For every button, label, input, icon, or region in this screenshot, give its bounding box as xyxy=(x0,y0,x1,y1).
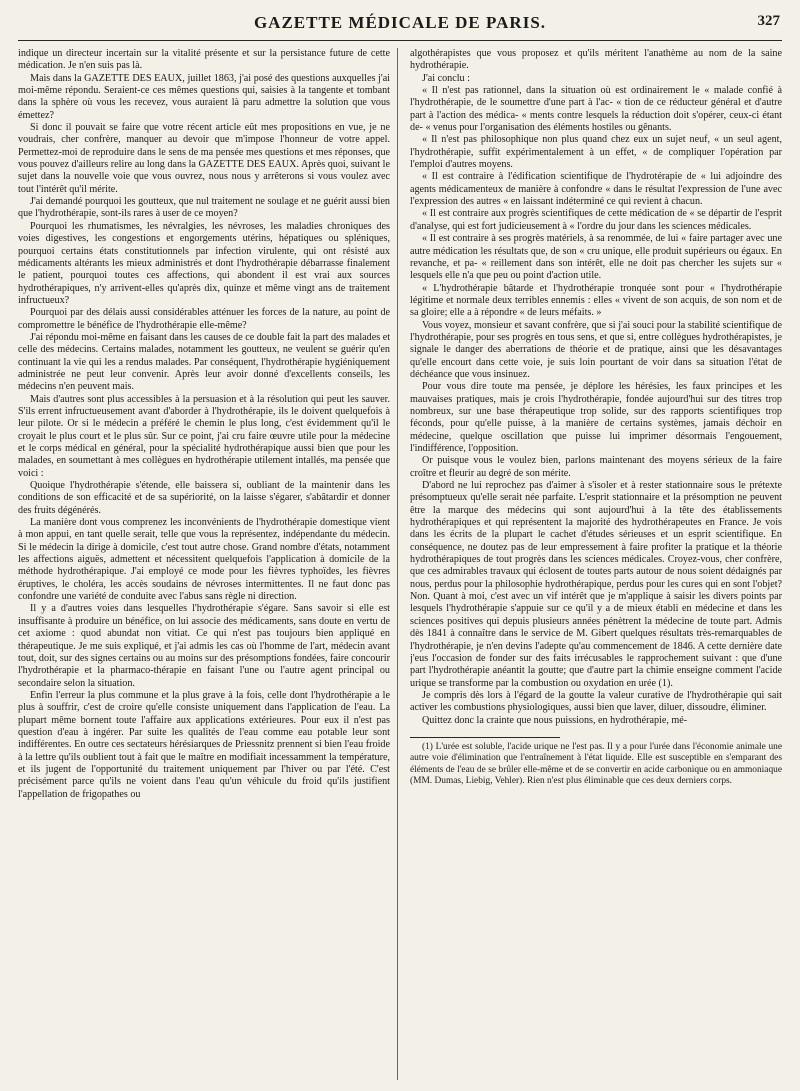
paragraph: Or puisque vous le voulez bien, parlons maintenant des moyens sérieux de la faire croître et fleurir au degré de son mérite. xyxy=(410,455,782,479)
paragraph: J'ai demandé pourquoi les goutteux, que nul traitement ne soulage et ne guérit aussi bien que l'hydrothérapie, sont-ils rares à user de ce moyen? xyxy=(18,196,390,220)
paragraph: Pour vous dire toute ma pensée, je déplore les hérésies, les faux principes et les mauvaises pratiques, mais je crois l'hydrothérapie, fondée aujourd'hui sur des titres trop nombreux, sur une base thérapeutique trop solide, sur des rapports scientifiques trop féconds, pour qu'elle puisse, à la manière de certains systèmes, jamais déchoir en médecine, quelque oscillation que puisse lui imprimer désormais l'engouement, l'indifférence, l'opposition. xyxy=(410,381,782,454)
paragraph: Quoique l'hydrothérapie s'étende, elle baissera si, oubliant de la maintenir dans les conditions de son efficacité et de sa supériorité, on la laisse s'égarer, s'abâtardir et donner des fruits dégénérés. xyxy=(18,480,390,516)
quoted-paragraph: « Il n'est pas rationnel, dans la situation où est ordinairement le « malade confié à l'hydrothérapie, de le soumettre d'une part à l'ac- « tion de ce réducteur général et d'autre part à l'action des médica- « ments contre lesquels la réduction doit s'opérer, ceux-ci étant de- « venus pour l'organisation des éléments hostiles ou gênants. xyxy=(410,85,782,134)
paragraph: Enfin l'erreur la plus commune et la plus grave à la fois, celle dont l'hydrothérapie a le plus à souffrir, c'est de croire qu'elle consiste uniquement dans l'application de l'eau. La plupart même bornent toute l'affaire aux applications extérieures. Pour eux il n'est pas question d'eau à ingérer. Par suite les qualités de l'eau comme eau potable leur sont indifférentes. En outre ces sectateurs hérésiarques de Priessnitz prennent si bien l'eau froide à la lettre qu'ils oublient tout à fait que le maître en modifiait incessamment la température, et ils jugent de l'opportunité du traitement uniquement par l'hiver ou par l'été. C'est précisément parce qu'ils ne voient dans l'eau qu'un véhicule du froid qu'ils justifient l'appellation de frigopathes ou xyxy=(18,689,390,800)
paragraph: Pourquoi par des délais aussi considérables atténuer les forces de la nature, au point de compromettre le bénéfice de l'hydrothérapie elle-même? xyxy=(18,307,390,331)
paragraph: Mais d'autres sont plus accessibles à la persuasion et à la résolution qui peut les sauver. S'ils errent infructueusement avant d'aborder à l'hydrothérapie, ils le doivent quelquefois à leur pilote. Or si le médecin a préféré le chemin le plus long, c'est évidemment qu'il le croyait le plus court et le plus sûr. Sur ce point, j'ai cru faire œuvre utile pour la médecine et le corps médical en général, pour la spécialité hydrothérapique aussi bien que pour les malades, en soumettant à mes collègues en hydrothérapie utilement intallés, ma pensée que voici : xyxy=(18,393,390,479)
paragraph: J'ai conclu : xyxy=(422,72,470,84)
left-column xyxy=(18,48,398,1080)
quoted-paragraph: « L'hydrothérapie bâtarde et l'hydrothérapie tronquée sont pour « l'hydrothérapie légitime et normale deux terribles ennemis : elles « vivent de son acquis, de son nom et de sa gloire; elle a à répondre « de leurs méfaits. » xyxy=(410,282,782,319)
paragraph: D'abord ne lui reprochez pas d'aimer à s'isoler et à rester stationnaire sous le prétexte présomptueux qu'elle serait née parfaite. L'esprit stationnaire et la présomption ne peuvent être la marque des médecins qui sont aujourd'hui à la tête des établissements hydrothérapiques et qui représentent la majorité des hydrothérapeutes en France. Je vois dans les écrits de la plupart le cachet d'études sérieuses et un esprit scientifique. En conséquence, ne doutez pas de leur empressement à faire profiter la pratique et la théorie hydrothérapiques de tout progrès dans les sciences médicales. Croyez-vous, cher confrère, que ces admirables travaux qui éclosent de toutes parts autour de nous soient dédaignés par nous, perdus pour la philosophie hydrothérapique, perdus pour les cures qui en sont l'objet? Non. Quant à moi, c'est avec un vif intérêt que je m'applique à saisir les divers points par lesquels l'hydrothérapie s'appuie sur ce qu'il y a de mieux établi en médecine et dans les sciences positives qui depuis plusieurs années pénètrent la médecine de toute part. Admis dès 1841 à connaître dans le service de M. Gibert quelques résultats très-remarquables de l'hydrothérapie, je n'en devins l'adepte qu'au commencement de 1846. A cette dernière date j'eus l'occasion de fonder sur des faits irrécusables le rapprochement suivant : que d'une part l'hydrothérapie anéantit la goutte; que d'autre part la chimie enseigne comment l'acide urique se transforme par la combustion ou oxydation en urée (1). xyxy=(410,480,782,689)
paragraph: Je compris dès lors à l'égard de la goutte la valeur curative de l'hydrothérapie qui sait activer les combustions physiologiques, aussi bien que laver, diluer, dissoudre, éliminer. xyxy=(410,689,782,714)
quoted-paragraph: « Il est contraire à l'édification scientifique de l'hydrotérapie de « lui adjoindre des agents médicamenteux de manière à confondre « dans le résultat l'expression de l'une avec l'expression des autres « en laissant indéterminé ce qui revient à chacun. xyxy=(410,171,782,208)
paragraph: Vous voyez, monsieur et savant confrère, que si j'ai souci pour la stabilité scientifique de l'hydrothérapie, pour ses progrès en tous sens, et que si, entre collègues hydrothérapistes, je signale le danger des aberrations de théorie et de pratique, ainsi que les désavantages qu'elle encourt dans cette voie, je suis loin pourtant de voir dans sa situation l'état de déchéance que vous insinuez. xyxy=(410,319,782,380)
right-column xyxy=(410,48,782,1080)
page-number: 327 xyxy=(757,13,780,29)
paragraph: Quittez donc la crainte que nous puissions, en hydrothérapie, mé- xyxy=(422,714,688,726)
paragraph: algothérapistes que vous proposez et qu'ils méritent l'anathème au nom de la saine hydrothérapie. xyxy=(410,48,782,72)
paragraph: Pourquoi les rhumatismes, les névralgies, les névroses, les maladies chroniques des voies digestives, les congestions et engorgements utérins, hépatiques ou spléniques, pourquoi certains états constitutionnels par infection virulente, qui ont résisté aux médicaments altérants les mieux administrés et dont l'hydrothérapie débarrasse finalement le patient, pourquoi toutes ces affections, qui abondent il est vrai aux sources hydrothérapiques, n'y arrivent-elles qu'après dix, quinze et même vingt ans de traitement infructueux? xyxy=(18,220,390,306)
paragraph: Il y a d'autres voies dans lesquelles l'hydrothérapie s'égare. Sans savoir si elle est insuffisante à produire un bénéfice, on lui associe des médicaments, sans doute en vertu de cet axiome : quod abundat non vitiat. Ce qui n'est pas toujours bien appliqué en thérapeutique. Je me suis expliqué, et j'ai admis les cas où l'homme de l'art, médecin avant tout, doit, sur des signes certains ou au moins sur des présomptions fondées, faire concourir l'hydrothérapie et la pharmaco-thérapie en faisant l'une ou l'autre agent principal ou secondaire selon la situation. xyxy=(18,603,390,689)
footnote-rule xyxy=(410,737,560,738)
text-columns xyxy=(18,48,782,1080)
quoted-paragraph: « Il est contraire aux progrès scientifiques de cette médication de « se départir de l'esprit d'analyse, qui est fort judicieusement à « l'ordre du jour dans les sciences médicales. xyxy=(410,208,782,232)
paragraph: Si donc il pouvait se faire que votre récent article eût mes propositions en vue, je ne voudrais, cher confrère, manquer au devoir que m'impose l'honneur de votre appel. Permettez-moi de reproduire dans le sens de ma pensée mes questions et mes réponses, que vous pouvez d'ailleurs relire au long dans la GAZETTE DES EAUX. Après quoi, suivant le sujet dans la nouvelle voie que vous ouvrez, nous nous y arrêterons si vous voulez avec tout l'intérêt qu'il mérite. xyxy=(18,122,390,195)
footnote: (1) L'urée est soluble, l'acide urique ne l'est pas. Il y a pour l'urée dans l'économie animale une autre voie d'élimination que l'entraînement à l'état liquide. Elle est susceptible en s'emparant des éléments de l'eau de se brûler elle-même et de se convertir en acide carbonique ou en ammoniaque (MM. Dumas, Liebig, Vehler). Rien n'est plus éliminable que ces deux derniers corps. xyxy=(410,741,782,787)
quoted-paragraph: « Il n'est pas philosophique non plus quand chez eux un sujet neuf, « un seul agent, l'hydrothérapie, suffit expérimentalement à un effet, « de compliquer l'opération par l'emploi d'autres moyens. xyxy=(410,134,782,171)
page-header xyxy=(18,10,782,41)
paragraph: Mais dans la GAZETTE DES EAUX, juillet 1863, j'ai posé des questions auxquelles j'ai moi-même répondu. Seraient-ce ces mêmes questions qui, saisies à la tangente et tombant dans la sphère où vous les recevez, vous auraient là paru admettre la solution que vous émettez? xyxy=(18,72,390,121)
paragraph: J'ai répondu moi-même en faisant dans les causes de ce double fait la part des malades et celle des médecins. Certains malades, notamment les goutteux, ne veulent se guérir qu'en continuant la vie qui les a rendus malades. Par conséquent, l'hydrothérapie hygiéniquement administrée ne peut leur convenir. Après leur avoir donné d'excellents conseils, les médecins n'en peuvent mais. xyxy=(18,331,391,393)
journal-title: GAZETTE MÉDICALE DE PARIS. xyxy=(253,13,547,32)
paragraph: indique un directeur incertain sur la vitalité présente et sur la persistance future de cette médication. Je n'en suis pas là. xyxy=(18,48,390,72)
paragraph: La manière dont vous comprenez les inconvénients de l'hydrothérapie domestique vient à mon appui, en tant quelle serait, telle que vous la représentez, indépendante du médecin. Si le médecin la dirige à domicile, c'est tout autre chose. Grand nombre d'états, notamment les affections aiguës, admettent et nécessitent quelquefois l'application à domicile de la méthode hydrothérapique. J'ai employé ce mode pour les fièvres typhoïdes, les fièvres éruptives, le choléra, les accès soudains de névroses intermittentes. Il ne faut donc pas confondre une variété de conduite avec l'abus sans règle ni direction. xyxy=(18,517,390,603)
quoted-paragraph: « Il est contraire à ses progrès matériels, à sa renommée, de lui « faire partager avec une autre médication les résultats que, de son « cru unique, elle produit supérieurs ou égaux. En revanche, et pa- « reillement dans son intérêt, elle ne doit pas chercher les sujets sur « lesquels elle n'a que peu ou point d'action utile. xyxy=(410,233,782,282)
